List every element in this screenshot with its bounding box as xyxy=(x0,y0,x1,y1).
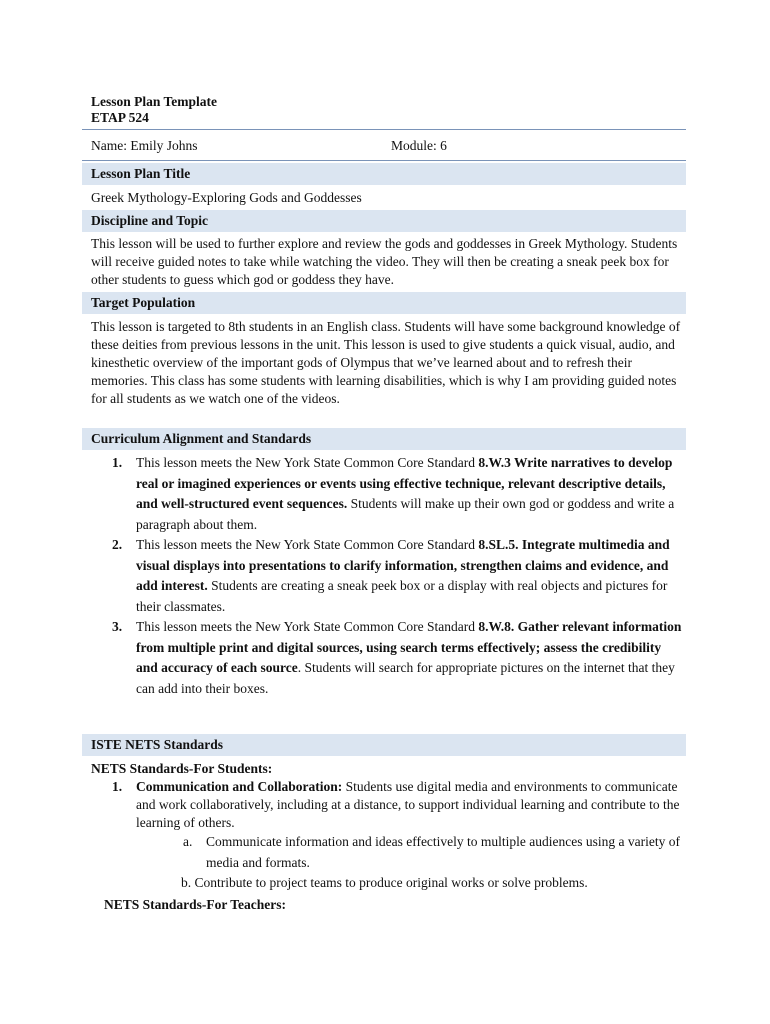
standard-code: 8.W.3 Write narratives to develop real or imagined experiences or events using effective technique, relevant descriptive details, and well-structured event sequences. xyxy=(136,455,673,511)
lesson-title-text: Greek Mythology-Exploring Gods and Goddesses xyxy=(91,190,362,205)
standard-code: 8.SL.5. Integrate multimedia and visual displays into presentations to clarify information, strengthen claims and evidence, and add interest. xyxy=(136,537,670,593)
author-name: Name: Emily Johns xyxy=(91,138,198,153)
course-code: ETAP 524 xyxy=(91,110,149,125)
nets-teachers-title: NETS Standards-For Teachers: xyxy=(104,897,287,912)
nets-item-heading: Communication and Collaboration: xyxy=(136,779,343,794)
document-header xyxy=(91,94,681,126)
standard-item: 3. This lesson meets the New York State Common Core Standard 8.W.8. Gather relevant information from multiple print and digital sources, using search terms effectively; assess the credibility and accuracy of each source. Students will search for appropriate pictures on the internet that they can add into their boxes. xyxy=(112,619,682,696)
section-heading-title: Lesson Plan Title xyxy=(82,163,686,185)
nets-item: 1. Communication and Collaboration: Students use digital media and environments to communicate and work collaboratively, including at a distance, to support individual learning and contribute to the learning of others. xyxy=(112,779,680,830)
header-rule xyxy=(82,129,686,130)
info-rule xyxy=(82,160,686,161)
module-number: Module: 6 xyxy=(391,138,447,153)
target-text: This lesson is targeted to 8th students in an English class. Students will have some background knowledge of these deities from previous lessons in the unit. This lesson is used to give students a quick visual, audio, and kinesthetic overview of the important gods of Olympus that we’ve learned about and to refresh their memories. This class has some students with learning disabilities, which is why I am providing guided notes for all students as we watch one of the videos. xyxy=(91,319,681,406)
document-title: Lesson Plan Template xyxy=(91,94,218,109)
standard-item: 2. This lesson meets the New York State Common Core Standard 8.SL.5. Integrate multimedia and visual displays into presentations to clarify information, strengthen claims and evidence, and add interest. Students are creating a sneak peek box or a display with real objects and pictures for their classmates. xyxy=(112,537,670,614)
nets-students-title: NETS Standards-For Students: xyxy=(91,761,273,776)
discipline-text: This lesson will be used to further explore and review the gods and goddesses in Greek Mythology. Students will receive guided notes to take while watching the video. They will then be creating a sneak peek box for other students to guess which god or goddess they have. xyxy=(91,236,678,287)
standard-item: 1. This lesson meets the New York State Common Core Standard 8.W.3 Write narratives to develop real or imagined experiences or events using effective technique, relevant descriptive details, and well-structured event sequences. Students will make up their own god or goddess and write a paragraph about them. xyxy=(112,455,675,532)
section-heading-target: Target Population xyxy=(82,292,686,314)
section-heading-discipline: Discipline and Topic xyxy=(82,210,686,232)
nets-subitem-a: a. Communicate information and ideas effectively to multiple audiences using a variety of media and formats. xyxy=(183,834,680,870)
standard-code: 8.W.8. Gather relevant information from multiple print and digital sources, using search terms effectively; assess the credibility and accuracy of each source xyxy=(136,619,682,675)
section-heading-curriculum: Curriculum Alignment and Standards xyxy=(82,428,686,450)
nets-subitem-b: b. Contribute to project teams to produce original works or solve problems. xyxy=(181,875,588,890)
section-heading-iste: ISTE NETS Standards xyxy=(82,734,686,756)
standards-list xyxy=(91,453,683,699)
info-row xyxy=(91,138,681,154)
